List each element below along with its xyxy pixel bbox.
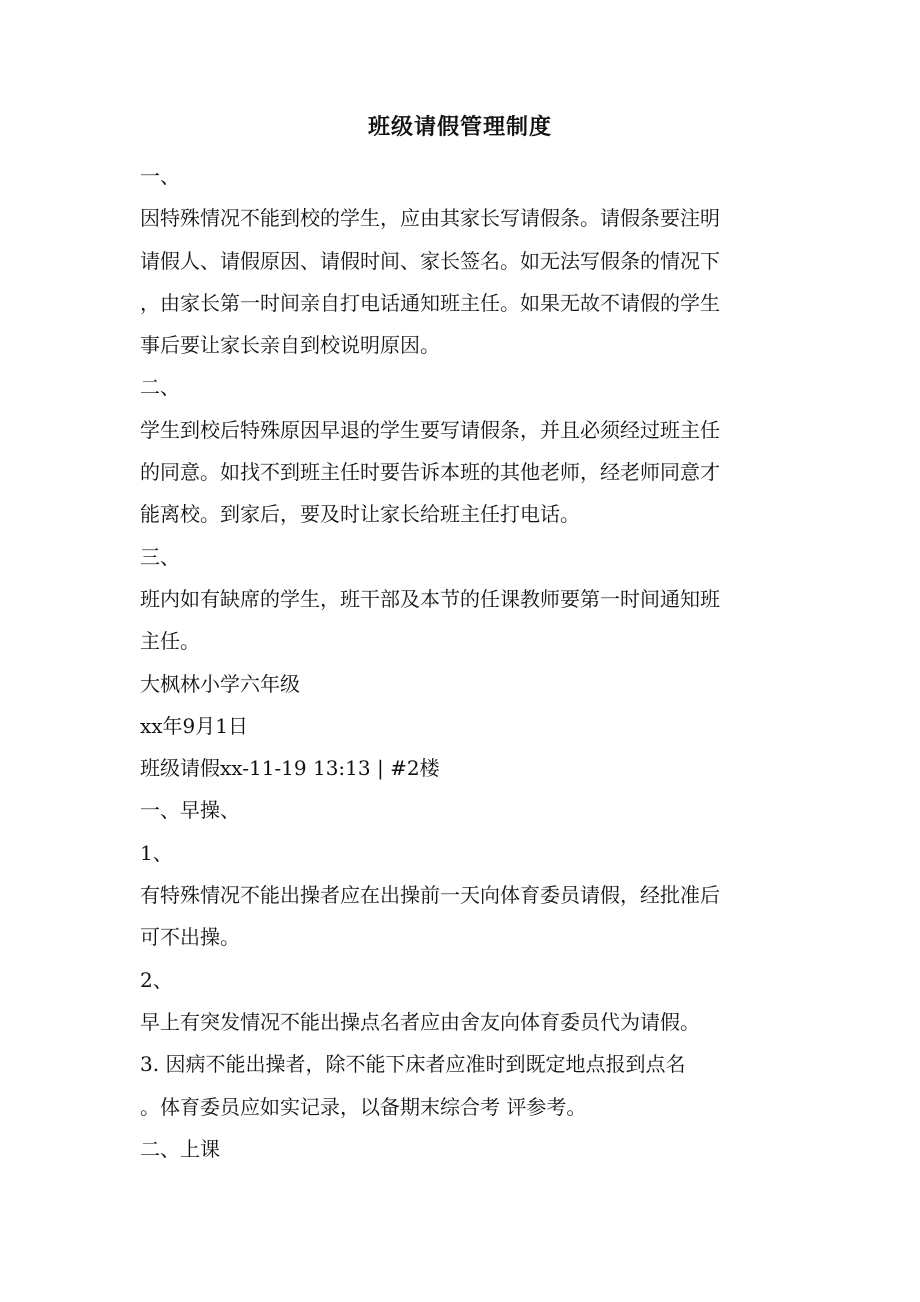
section-heading-3: 三、 — [140, 544, 180, 569]
item-number-2: 2、 — [140, 967, 173, 992]
paragraph-line: 学生到校后特殊原因早退的学生要写请假条，并且必须经过班主任 — [140, 417, 720, 442]
document-body — [140, 155, 780, 1170]
paragraph-line: 早上有突发情况不能出操点名者应由舍友向体育委员代为请假。 — [140, 1009, 700, 1034]
paragraph-line: 能离校。到家后，要及时让家长给班主任打电话。 — [140, 502, 580, 527]
signature-date: xx年9月1日 — [140, 713, 249, 738]
paragraph-line: 主任。 — [140, 629, 200, 654]
section-heading-1: 一、 — [140, 164, 180, 188]
paragraph-line: 3. 因病不能出操者，除不能下床者应准时到既定地点报到点名 — [140, 1052, 686, 1077]
item-number-1: 1、 — [140, 840, 173, 865]
paragraph-line: 班内如有缺席的学生，班干部及本节的任课教师要第一时间通知班 — [140, 586, 720, 611]
section-heading-2: 二、 — [140, 375, 180, 400]
signature-school: 大枫林小学六年级 — [140, 671, 300, 696]
document-title: 班级请假管理制度 — [367, 115, 552, 140]
paragraph-line: ，由家长第一时间亲自打电话通知班主任。如果无故不请假的学生 — [140, 290, 720, 315]
paragraph-line: 因特殊情况不能到校的学生，应由其家长写请假条。请假条要注明 — [140, 206, 720, 231]
section-heading-class: 二、上课 — [140, 1136, 220, 1161]
paragraph-line: 。体育委员应如实记录，以备期末综合考 评参考。 — [140, 1094, 587, 1119]
paragraph-line: 有特殊情况不能出操者应在出操前一天向体育委员请假，经批准后 — [140, 883, 720, 908]
paragraph-line: 可不出操。 — [140, 925, 240, 950]
section-heading-morning-exercise: 一、早操、 — [140, 798, 240, 823]
paragraph-line: 请假人、请假原因、请假时间、家长签名。如无法写假条的情况下 — [140, 248, 720, 273]
paragraph-line: 的同意。如找不到班主任时要告诉本班的其他老师，经老师同意才 — [140, 460, 720, 485]
post-meta-line: 班级请假xx-11-19 13:13 | #2楼 — [140, 756, 440, 781]
paragraph-line: 事后要让家长亲自到校说明原因。 — [140, 333, 440, 358]
